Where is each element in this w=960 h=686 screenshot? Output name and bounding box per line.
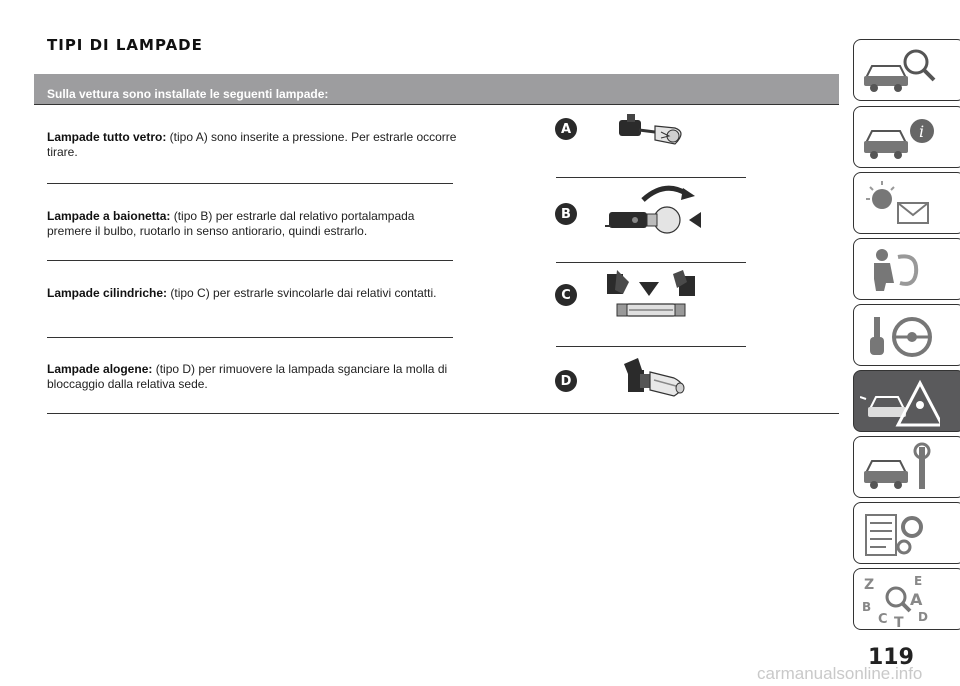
separator (47, 413, 839, 414)
bayonet-lamp-illustration (605, 182, 705, 242)
entry-term: Lampade cilindriche: (47, 286, 168, 300)
index-letter: D (918, 610, 928, 624)
sidebar-tab-car-info[interactable] (853, 106, 960, 168)
entry-cylindrical-lamps (47, 286, 457, 301)
sidebar-tab-index[interactable] (853, 568, 960, 630)
index-letter: E (914, 574, 923, 588)
cylindrical-lamp-illustration (603, 270, 699, 322)
sidebar-tab-specifications[interactable] (853, 502, 960, 564)
entry-text: (tipo B) per estrarle dal relativo portalampada premere il bulbo, ruotarlo in senso antiorario, quindi estrarlo. (47, 209, 415, 238)
airbag-passenger-icon (860, 243, 940, 297)
watermark: carmanualsonline.info (757, 664, 923, 683)
sidebar-tab-warning-lights[interactable] (853, 172, 960, 234)
sidebar-tab-emergency[interactable] (853, 370, 960, 432)
intro-banner (34, 74, 839, 105)
sidebar-tab-car-search[interactable] (853, 39, 960, 101)
specifications-gears-icon (860, 507, 940, 561)
separator (556, 346, 746, 347)
separator (47, 260, 453, 261)
index-letter: T (894, 615, 904, 627)
index-letter: Z (864, 577, 875, 593)
sidebar-tab-key-steering[interactable] (853, 304, 960, 366)
index-letter: A (910, 590, 923, 609)
alphabetical-index-icon (860, 573, 940, 627)
entry-term: Lampade a baionetta: (47, 209, 171, 223)
lamp-type-badge-b: B (555, 203, 577, 225)
entry-bayonet-lamps (47, 209, 457, 239)
entry-text: (tipo D) per rimuovere la lampada sganciare la molla di bloccaggio dalla relativa sede. (47, 362, 448, 391)
entry-halogen-lamps (47, 362, 457, 392)
page-title: TIPI DI LAMPADE (47, 36, 203, 54)
entry-text: (tipo C) per estrarle svincolarle dai relativi contatti. (167, 286, 437, 300)
entry-term: Lampade tutto vetro: (47, 130, 167, 144)
svg-text:i: i (919, 122, 925, 141)
intro-banner-text: Sulla vettura sono installate le seguenti lampade: (47, 87, 329, 101)
glass-lamp-illustration (615, 110, 695, 154)
halogen-lamp-illustration (620, 356, 692, 410)
separator (47, 337, 453, 338)
index-letter: C (878, 612, 888, 627)
separator (47, 183, 453, 184)
lamp-type-badge-c: C (555, 284, 577, 306)
car-info-icon (860, 111, 940, 165)
lamp-type-badge-a: A (555, 118, 577, 140)
warning-lights-message-icon (860, 177, 940, 231)
car-emergency-warning-icon (860, 375, 940, 429)
car-wrench-icon (860, 441, 940, 495)
index-letter: B (862, 600, 872, 614)
sidebar-tab-airbag[interactable] (853, 238, 960, 300)
separator (556, 177, 746, 178)
car-search-icon (860, 44, 940, 98)
entry-term: Lampade alogene: (47, 362, 153, 376)
page-number: 119 (868, 645, 914, 670)
entry-text: (tipo A) sono inserite a pressione. Per estrarle occorre tirare. (47, 130, 457, 159)
sidebar-tab-maintenance[interactable] (853, 436, 960, 498)
lamp-type-badge-d: D (555, 370, 577, 392)
entry-glass-lamps (47, 130, 457, 160)
separator (556, 262, 746, 263)
key-steering-wheel-icon (860, 309, 940, 363)
